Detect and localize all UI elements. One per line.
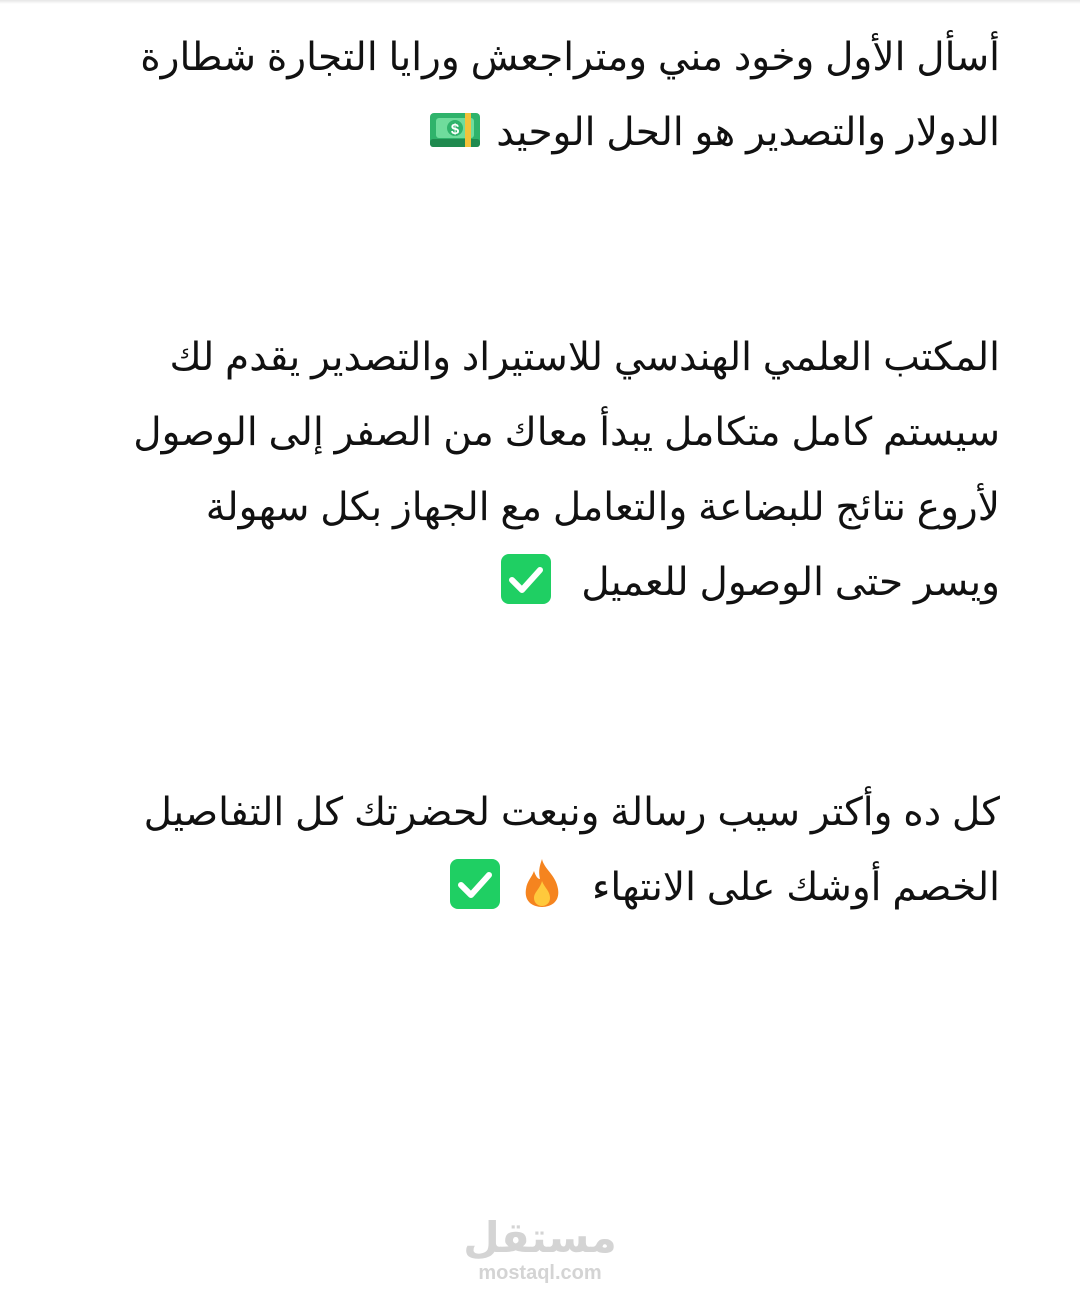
text-line-content: ويسر حتى الوصول للعميل: [581, 561, 1000, 604]
text-line-content: الدولار والتصدير هو الحل الوحيد: [496, 111, 1000, 154]
text-line: لأروع نتائج للبضاعة والتعامل مع الجهاز بكل سهولة: [205, 486, 1000, 529]
text-line: [80, 545, 1000, 620]
post-text: [80, 20, 1000, 925]
paragraph-3: [80, 775, 1000, 925]
svg-text:$: $: [451, 121, 460, 138]
check-mark-emoji-icon: [450, 859, 500, 909]
check-mark-emoji-icon: [501, 554, 551, 604]
mostaql-watermark: [440, 1215, 640, 1285]
watermark-url: mostaql.com: [478, 1262, 602, 1284]
text-line: أسأل الأول وخود مني ومتراجعش ورايا التجارة شطارة: [140, 36, 1000, 79]
watermark-logo: مستقل: [463, 1214, 617, 1261]
text-line: المكتب العلمي الهندسي للاستيراد والتصدير يقدم لك: [169, 336, 1000, 379]
top-edge-shadow: [0, 0, 1080, 4]
text-line: كل ده وأكتر سيب رسالة ونبعت لحضرتك كل التفاصيل: [143, 791, 1000, 834]
paragraph-1: [80, 20, 1000, 170]
paragraph-2: [80, 320, 1000, 620]
text-line: [80, 850, 1000, 925]
fire-emoji-icon: [522, 857, 562, 909]
text-line: سيستم كامل متكامل يبدأ معاك من الصفر إلى الوصول: [133, 411, 1000, 454]
text-line: [80, 95, 1000, 170]
text-line-content: الخصم أوشك على الانتهاء: [592, 866, 1000, 909]
money-emoji-icon: [428, 101, 482, 143]
